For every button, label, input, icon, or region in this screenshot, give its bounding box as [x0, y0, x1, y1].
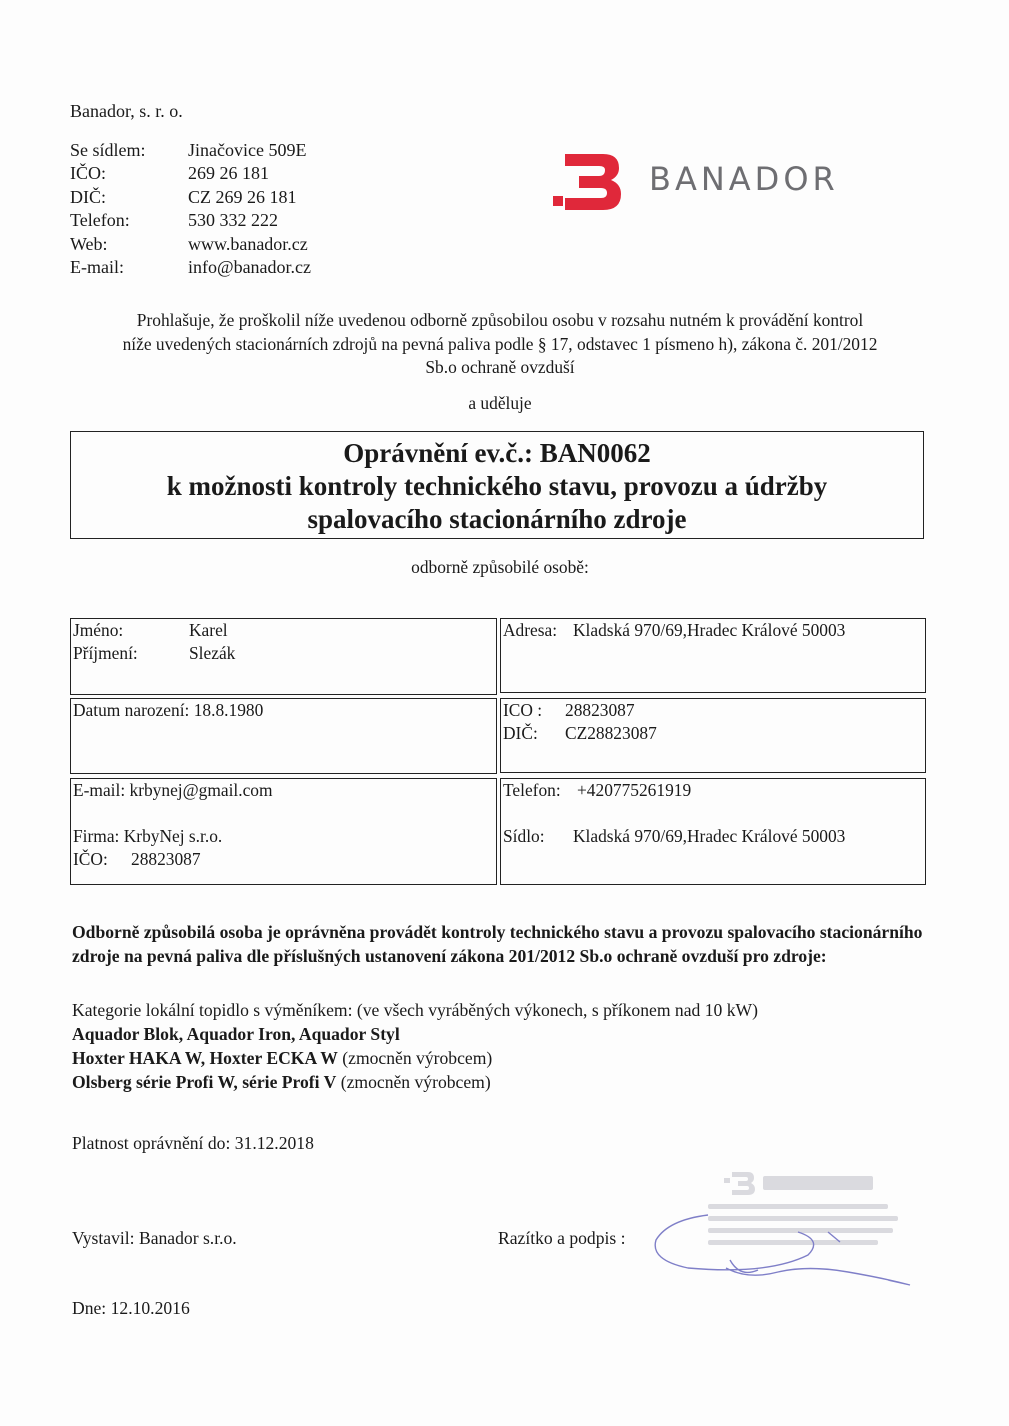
ico-dic-box	[500, 698, 926, 773]
first-name-value: Karel	[189, 620, 228, 640]
logo-text: BANADOR	[649, 160, 839, 198]
seat-label: Sídlo:	[503, 826, 545, 846]
ico-value: 28823087	[565, 700, 635, 720]
birth-box	[70, 698, 497, 774]
seat-value: Kladská 970/69,Hradec Králové 50003	[573, 826, 846, 846]
contact-box	[70, 778, 497, 885]
info-value: info@banador.cz	[188, 257, 312, 278]
dic-value: CZ28823087	[565, 723, 657, 743]
info-label: Web:	[70, 233, 108, 254]
name-box	[70, 618, 497, 695]
authorization-number: Oprávnění ev.č.: BAN0062	[343, 438, 651, 468]
info-row-dic	[70, 186, 311, 209]
info-value: Jinačovice 509E	[188, 140, 307, 160]
info-label: Telefon:	[70, 210, 130, 231]
subject-label: odborně způsobilé osobě:	[411, 557, 589, 577]
issued-by: Vystavil: Banador s.r.o.	[72, 1228, 237, 1248]
info-row-email	[70, 256, 311, 279]
products-olsberg: Olsberg série Profi W, série Profi V	[72, 1072, 337, 1092]
birth-date: Datum narození: 18.8.1980	[73, 700, 264, 720]
grants-text: a uděluje	[468, 393, 532, 413]
email: E-mail: krbynej@gmail.com	[73, 780, 273, 800]
stamp-label: Razítko a podpis :	[498, 1228, 626, 1248]
products-hoxter: Hoxter HAKA W, Hoxter ECKA W	[72, 1048, 338, 1068]
info-value: www.banador.cz	[188, 233, 308, 254]
products-hoxter-note: (zmocněn výrobcem)	[337, 1048, 493, 1068]
authorization-title-box	[70, 431, 924, 539]
authorization-title-line: k možnosti kontroly technického stavu, provozu a údržby	[166, 471, 828, 501]
authorized-products	[72, 998, 932, 1094]
info-row-web	[70, 233, 311, 256]
company-ico-value: 28823087	[131, 849, 201, 869]
company-ico-label: IČO:	[73, 849, 108, 869]
validity: Platnost oprávnění do: 31.12.2018	[72, 1133, 314, 1153]
first-name-label: Jméno:	[73, 620, 124, 640]
declaration-line: níže uvedených stacionárních zdrojů na pevná paliva podle § 17, odstavec 1 písmeno h), zákona č. 201/2012	[122, 333, 878, 354]
info-label: Se sídlem:	[70, 140, 146, 160]
phone-seat-box	[500, 778, 926, 885]
declaration-line: Prohlašuje, že proškolil níže uvedenou odborně způsobilou osobu v rozsahu nutném k provádění kontrol	[136, 310, 864, 330]
info-row-seat	[70, 139, 311, 162]
info-label: E-mail:	[70, 257, 124, 278]
info-label: DIČ:	[70, 186, 106, 207]
ico-label: ICO :	[503, 700, 543, 720]
products-olsberg-note: (zmocněn výrobcem)	[336, 1072, 491, 1092]
phone-label: Telefon:	[503, 780, 561, 800]
banador-logo	[553, 152, 883, 212]
info-value: 530 332 222	[188, 210, 278, 231]
banador-b-logo-icon	[553, 152, 623, 212]
issue-date: Dne: 12.10.2016	[72, 1298, 190, 1318]
company-info	[70, 139, 311, 279]
info-label: IČO:	[70, 163, 106, 184]
company-firm: Firma: KrbyNej s.r.o.	[73, 826, 223, 846]
info-row-ico	[70, 162, 311, 185]
info-value: CZ 269 26 181	[188, 186, 297, 207]
products-aquador: Aquador Blok, Aquador Iron, Aquador Styl	[72, 1024, 400, 1044]
address-box	[500, 618, 926, 693]
dic-label: DIČ:	[503, 723, 538, 743]
category-line: Kategorie lokální topidlo s výměníkem: (ve všech vyráběných výkonech, s příkonem nad 10 kW)	[72, 1000, 758, 1020]
last-name-label: Příjmení:	[73, 643, 138, 663]
info-value: 269 26 181	[188, 163, 269, 184]
info-row-phone	[70, 209, 311, 232]
declaration	[70, 309, 930, 380]
authorization-title-line: spalovacího stacionárního zdroje	[307, 504, 687, 534]
address-label: Adresa:	[503, 620, 558, 640]
company-stamp-with-signature-icon	[648, 1160, 928, 1300]
declaration-line: Sb.o ochraně ovzduší	[425, 357, 575, 377]
company-name: Banador, s. r. o.	[70, 101, 183, 121]
authorization-paragraph: Odborně způsobilá osoba je oprávněna provádět kontroly technického stavu a provozu spalovacího stacionárního zdroje na pevná paliva dle příslušných ustanovení zákona 201/2012 Sb.o ochraně ovzduší pro zdroje:	[72, 922, 923, 966]
address-value: Kladská 970/69,Hradec Králové 50003	[573, 620, 846, 640]
last-name-value: Slezák	[189, 643, 236, 663]
phone-value: +420775261919	[577, 780, 692, 800]
